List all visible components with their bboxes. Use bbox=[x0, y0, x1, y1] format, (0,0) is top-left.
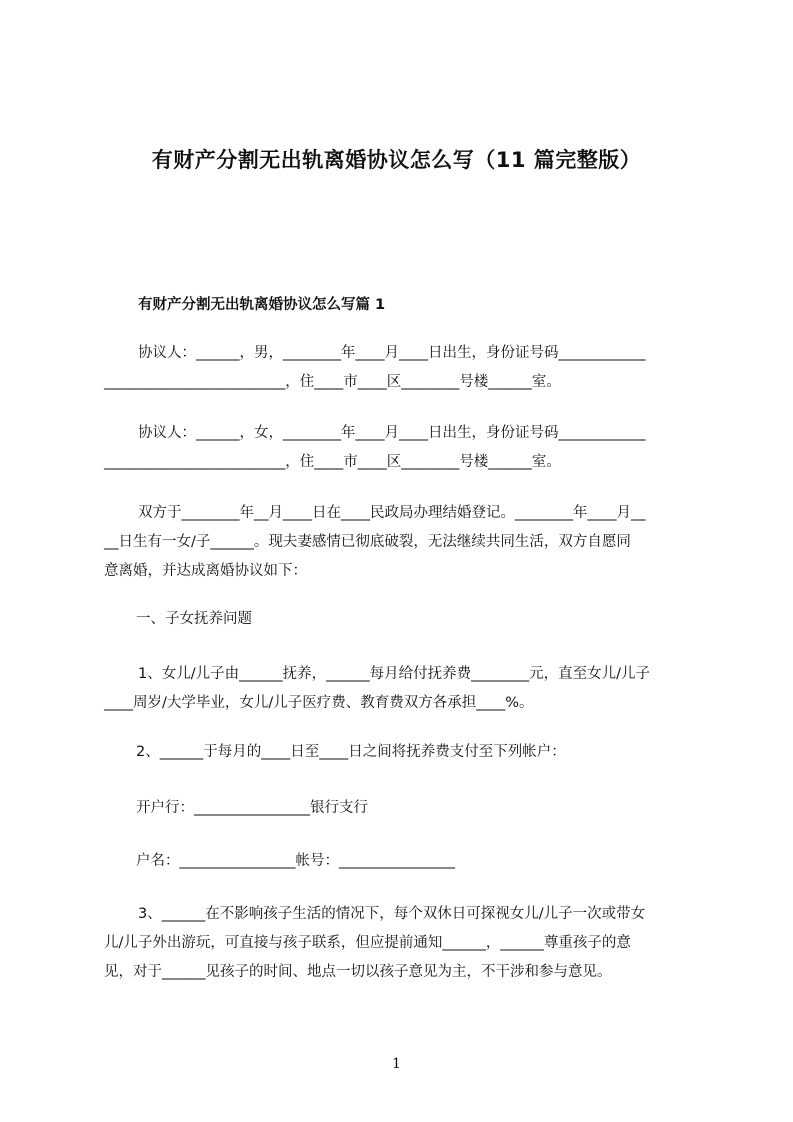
page-number: 1 bbox=[392, 1056, 401, 1072]
document-title: 有财产分割无出轨离婚协议怎么写（11 篇完整版） bbox=[151, 148, 642, 172]
section-heading: 有财产分割无出轨离婚协议怎么写篇 1 bbox=[138, 297, 386, 313]
item3-line1: 3、______在不影响孩子生活的情况下，每个双休日可探视女儿/儿子一次或带女 bbox=[138, 906, 646, 922]
party-male-line1: 协议人：______，男，________年____月____日出生，身份证号码____________ bbox=[138, 345, 646, 361]
intro-line1: 双方于________年__月____日在____民政局办理结婚登记。________年____月__ bbox=[138, 505, 646, 521]
party-female-line1: 协议人：______，女，________年____月____日出生，身份证号码____________ bbox=[138, 425, 646, 441]
bank-line: 开户行：________________银行支行 bbox=[136, 800, 368, 816]
account-line: 户名：________________帐号：________________ bbox=[136, 853, 455, 869]
party-male-line2: _________________________，住____市____区________号楼______室。 bbox=[104, 374, 561, 390]
party-female-line2: _________________________，住____市____区________号楼______室。 bbox=[104, 454, 561, 470]
item3-line2: 儿/儿子外出游玩，可直接与孩子联系，但应提前通知______，______尊重孩子的意 bbox=[104, 935, 631, 951]
intro-line2: __日生有一女/子______。现夫妻感情已彻底破裂，无法继续共同生活，双方自愿同 bbox=[104, 534, 631, 550]
item2: 2、______于每月的____日至____日之间将抚养费支付至下列帐户： bbox=[136, 744, 566, 760]
item1-line2: ____周岁/大学毕业，女儿/儿子医疗费、教育费双方各承担____%。 bbox=[104, 695, 534, 711]
item3-line3: 见，对于______见孩子的时间、地点一切以孩子意见为主，不干涉和参与意见。 bbox=[104, 964, 612, 980]
intro-line3: 意离婚，并达成离婚协议如下： bbox=[104, 563, 307, 579]
clause-heading: 一、子女抚养问题 bbox=[136, 611, 252, 627]
item1-line1: 1、女儿/儿子由______抚养，______每月给付抚养费________元，直至女儿/儿子 bbox=[138, 666, 650, 682]
